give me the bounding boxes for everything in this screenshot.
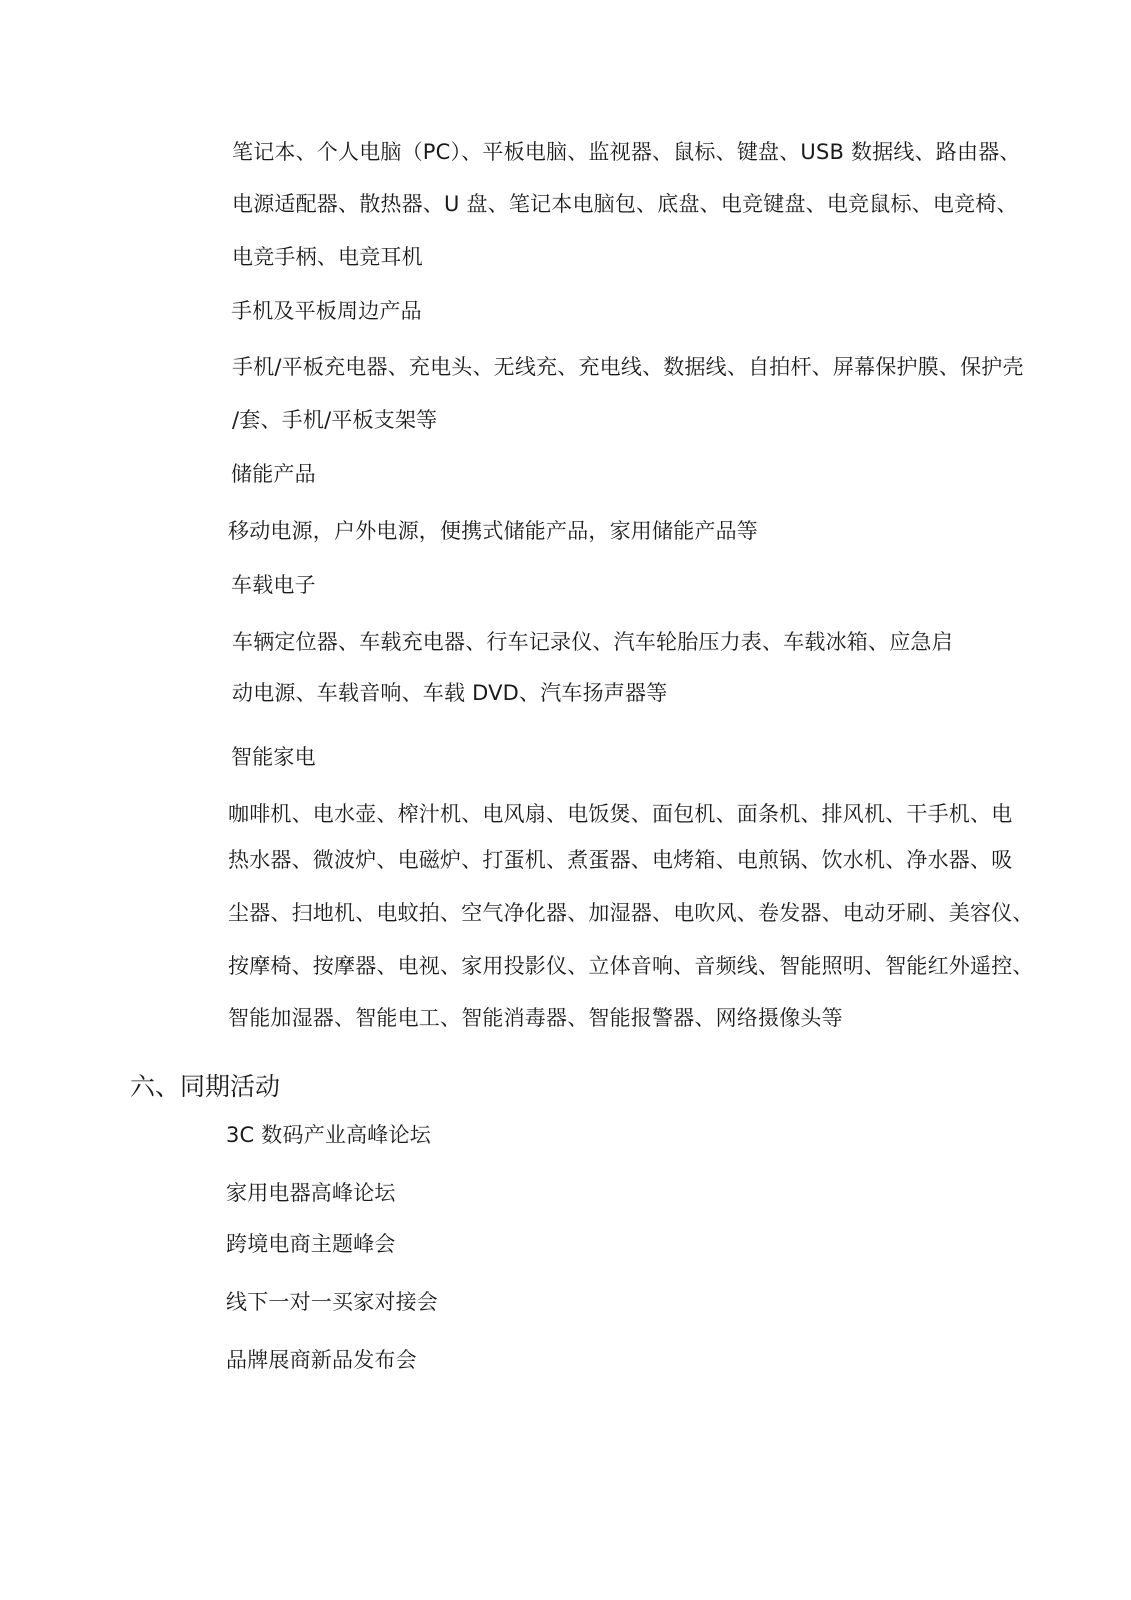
event-item: 线下一对一买家对接会 <box>226 1290 438 1314</box>
category-body-line: 按摩椅、按摩器、电视、家用投影仪、立体音响、音频线、智能照明、智能红外遥控、 <box>228 954 1034 978</box>
category-heading: 储能产品 <box>231 462 316 486</box>
event-item: 品牌展商新品发布会 <box>226 1348 417 1372</box>
category-heading: 车载电子 <box>231 573 316 597</box>
category-body-line: 车辆定位器、车载充电器、行车记录仪、汽车轮胎压力表、车载冰箱、应急启 <box>232 630 953 654</box>
category-body-line: 动电源、车载音响、车载 DVD、汽车扬声器等 <box>232 681 668 705</box>
category-body-line: 智能加湿器、智能电工、智能消毒器、智能报警器、网络摄像头等 <box>228 1006 843 1030</box>
section-title: 六、同期活动 <box>130 1072 281 1101</box>
event-item: 家用电器高峰论坛 <box>226 1181 396 1205</box>
category-body-line: 手机/平板充电器、充电头、无线充、充电线、数据线、自拍杆、屏幕保护膜、保护壳 <box>232 355 1024 379</box>
category-body-line: 咖啡机、电水壶、榨汁机、电风扇、电饭煲、面包机、面条机、排风机、干手机、电 <box>228 802 1013 826</box>
category-heading: 智能家电 <box>231 745 316 769</box>
event-item: 跨境电商主题峰会 <box>226 1232 396 1256</box>
category-body-line: 电源适配器、散热器、U 盘、笔记本电脑包、底盘、电竞键盘、电竞鼠标、电竞椅、 <box>232 192 1018 216</box>
category-body-line: 移动电源，户外电源，便携式储能产品，家用储能产品等 <box>228 519 758 543</box>
category-body-line: 电竞手柄、电竞耳机 <box>232 245 423 269</box>
category-heading: 手机及平板周边产品 <box>231 299 422 323</box>
category-body-line: 笔记本、个人电脑（PC）、平板电脑、监视器、鼠标、键盘、USB 数据线、路由器、 <box>232 140 1021 164</box>
category-body-line: 热水器、微波炉、电磁炉、打蛋机、煮蛋器、电烤箱、电煎锅、饮水机、净水器、吸 <box>228 848 1013 872</box>
category-body-line: 尘器、扫地机、电蚊拍、空气净化器、加湿器、电吹风、卷发器、电动牙刷、美容仪、 <box>228 901 1034 925</box>
category-body-line: /套、手机/平板支架等 <box>232 408 438 432</box>
event-item: 3C 数码产业高峰论坛 <box>226 1123 431 1147</box>
